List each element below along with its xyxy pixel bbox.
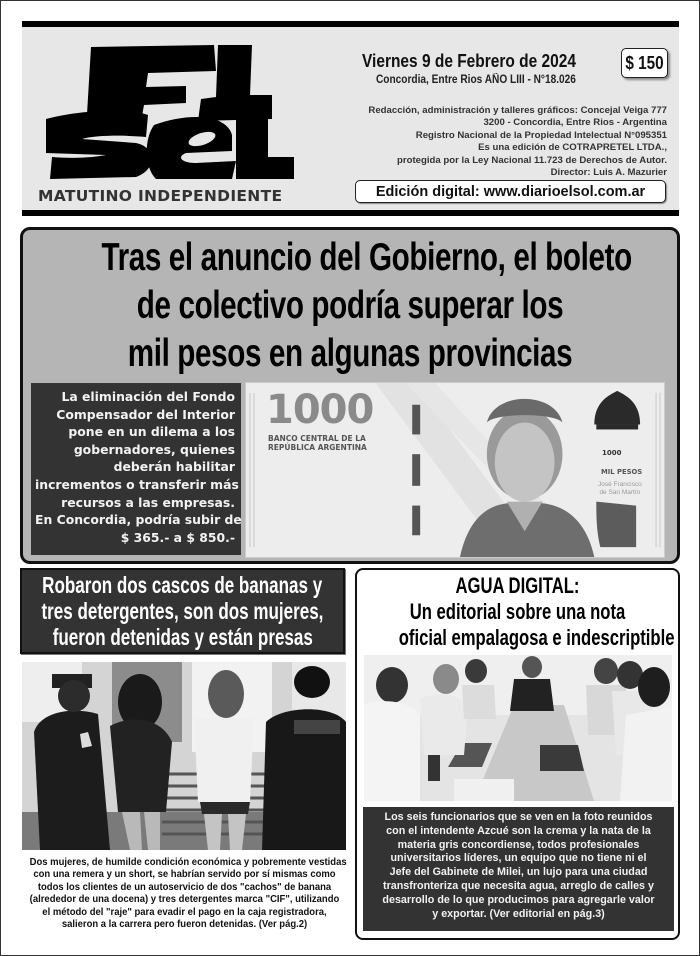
digital-edition-link[interactable] <box>355 180 666 203</box>
meeting-photo-icon <box>364 655 672 801</box>
caption-line: salieron a la carrera pero fueron detenidas. (Ver pág.2) <box>61 919 308 931</box>
masthead <box>22 21 679 216</box>
lead-summary <box>31 383 241 555</box>
right-story-caption <box>363 807 674 931</box>
el-sol-logo-icon <box>36 39 306 179</box>
right-story[interactable] <box>355 568 680 940</box>
caption-line: Jefe del Gabinete de Milei, un lujo para una ciudad <box>389 866 648 879</box>
left-story-headline[interactable] <box>20 568 345 654</box>
caption-line: todos los clientes de un autoservicio de dos "cachos" de banana <box>37 881 332 893</box>
caption-line: con una remera y un short, se habrían servido por sí mismas como <box>33 869 336 881</box>
caption-line: Los seis funcionarios que se ven en la foto reunidos <box>384 811 653 823</box>
summary-line: deberán habilitar <box>113 459 235 475</box>
arrest-photo-icon <box>22 662 346 850</box>
bank-line: REPÚBLICA ARGENTINA <box>268 443 367 452</box>
caption-line: y exportar. (Ver editorial en pág.3) <box>432 907 605 920</box>
headline-line: Tras el anuncio del Gobierno, el boleto <box>101 236 632 279</box>
newspaper-logo <box>36 39 306 179</box>
banknote-image <box>245 382 665 558</box>
caption-line: Dos mujeres, de humilde condición económica y pobremente vestidas <box>29 857 347 868</box>
caption-line: desarrollo de lo que producimos para agregarle valor <box>382 893 655 906</box>
summary-line: La eliminación del Fondo <box>61 389 235 404</box>
digital-edition-text: Edición digital: www.diarioelsol.com.ar <box>375 183 646 200</box>
name-line: de San Martín <box>599 489 641 496</box>
imprint-line: protegida por la Ley Nacional 11.723 de Derechos de Autor. <box>397 154 667 166</box>
bank-line: BANCO CENTRAL DE LA <box>268 434 366 443</box>
publication-date: Viernes 9 de Febrero de 2024 <box>362 51 576 71</box>
caption-line: transfronteriza que necesita agua, arreglo de calles y <box>382 879 654 892</box>
right-story-headline <box>357 573 678 651</box>
summary-line: En Concordia, podría subir de <box>35 512 242 528</box>
headline-line: Un editorial sobre una nota <box>409 599 626 624</box>
left-story-caption <box>18 857 351 931</box>
summary-line: Compensador del Interior <box>56 406 235 422</box>
issue-number: Concordia, Entre Rios AÑO LIII - N°18.026 <box>376 74 576 86</box>
headline-line: AGUA DIGITAL: <box>455 573 580 598</box>
summary-line: $ 365.- a $ 850.- <box>120 529 235 545</box>
price: $ 150 <box>625 52 664 73</box>
price-badge <box>621 48 668 78</box>
imprint-line: 3200 - Concordia, Entre Rios - Argentina <box>483 117 667 129</box>
imprint-line: Director: Luis A. Mazurier <box>550 167 667 179</box>
date-block <box>362 51 602 86</box>
summary-line: incrementos o transferir más <box>35 476 239 492</box>
headline-line: fueron detenidas y están presas <box>52 624 313 650</box>
summary-line: gobernadores, quienes <box>73 441 235 457</box>
note-value: 1000 <box>266 387 374 433</box>
lead-headline <box>23 234 677 378</box>
name-line: José Francisco <box>598 481 642 488</box>
arrest-photo <box>22 662 346 850</box>
headline-line: de colectivo podría superar los <box>136 284 564 327</box>
motto: MATUTINO INDEPENDIENTE <box>38 187 283 205</box>
caption-line: universitarios líderes, un equipo que no tiene ni el <box>390 852 647 865</box>
headline-line: oficial empalagosa e indescriptible <box>398 625 675 650</box>
note-bank-name <box>268 434 367 452</box>
imprint-line: Registro Nacional de la Propiedad Intelectual N°095351 <box>415 129 667 141</box>
headline-line: Robaron dos cascos de bananas y <box>42 572 323 598</box>
caption-line: materia gris concordiense, todos profesionales <box>397 838 640 851</box>
note-denomination: MIL PESOS <box>601 468 643 476</box>
note-portrait-name <box>598 481 642 497</box>
imprint <box>337 105 667 179</box>
summary-line: recursos a las empresas. <box>61 494 235 510</box>
headline-line: mil pesos en algunas provincias <box>127 332 573 375</box>
emblem-value: 1000 <box>602 449 622 457</box>
caption-line: el método del "raje" para evadir el pago en la caja registradora, <box>42 906 327 918</box>
imprint-line: Redacción, administración y talleres gráficos: Concejal Veiga 777 <box>368 105 667 116</box>
meeting-photo <box>364 655 672 801</box>
headline-line: tres detergentes, son dos mujeres, <box>41 598 324 624</box>
caption-line: con el intendente Azcué son la crema y la nata de la <box>386 824 651 837</box>
caption-line: (alrededor de una docena) y tres detergentes marca "CIF", utilizando <box>29 894 340 906</box>
summary-line: pone en un dilema a los <box>68 424 235 440</box>
imprint-line: Es una edición de COTRAPRETEL LTDA., <box>478 142 667 154</box>
lead-story[interactable] <box>20 227 680 564</box>
